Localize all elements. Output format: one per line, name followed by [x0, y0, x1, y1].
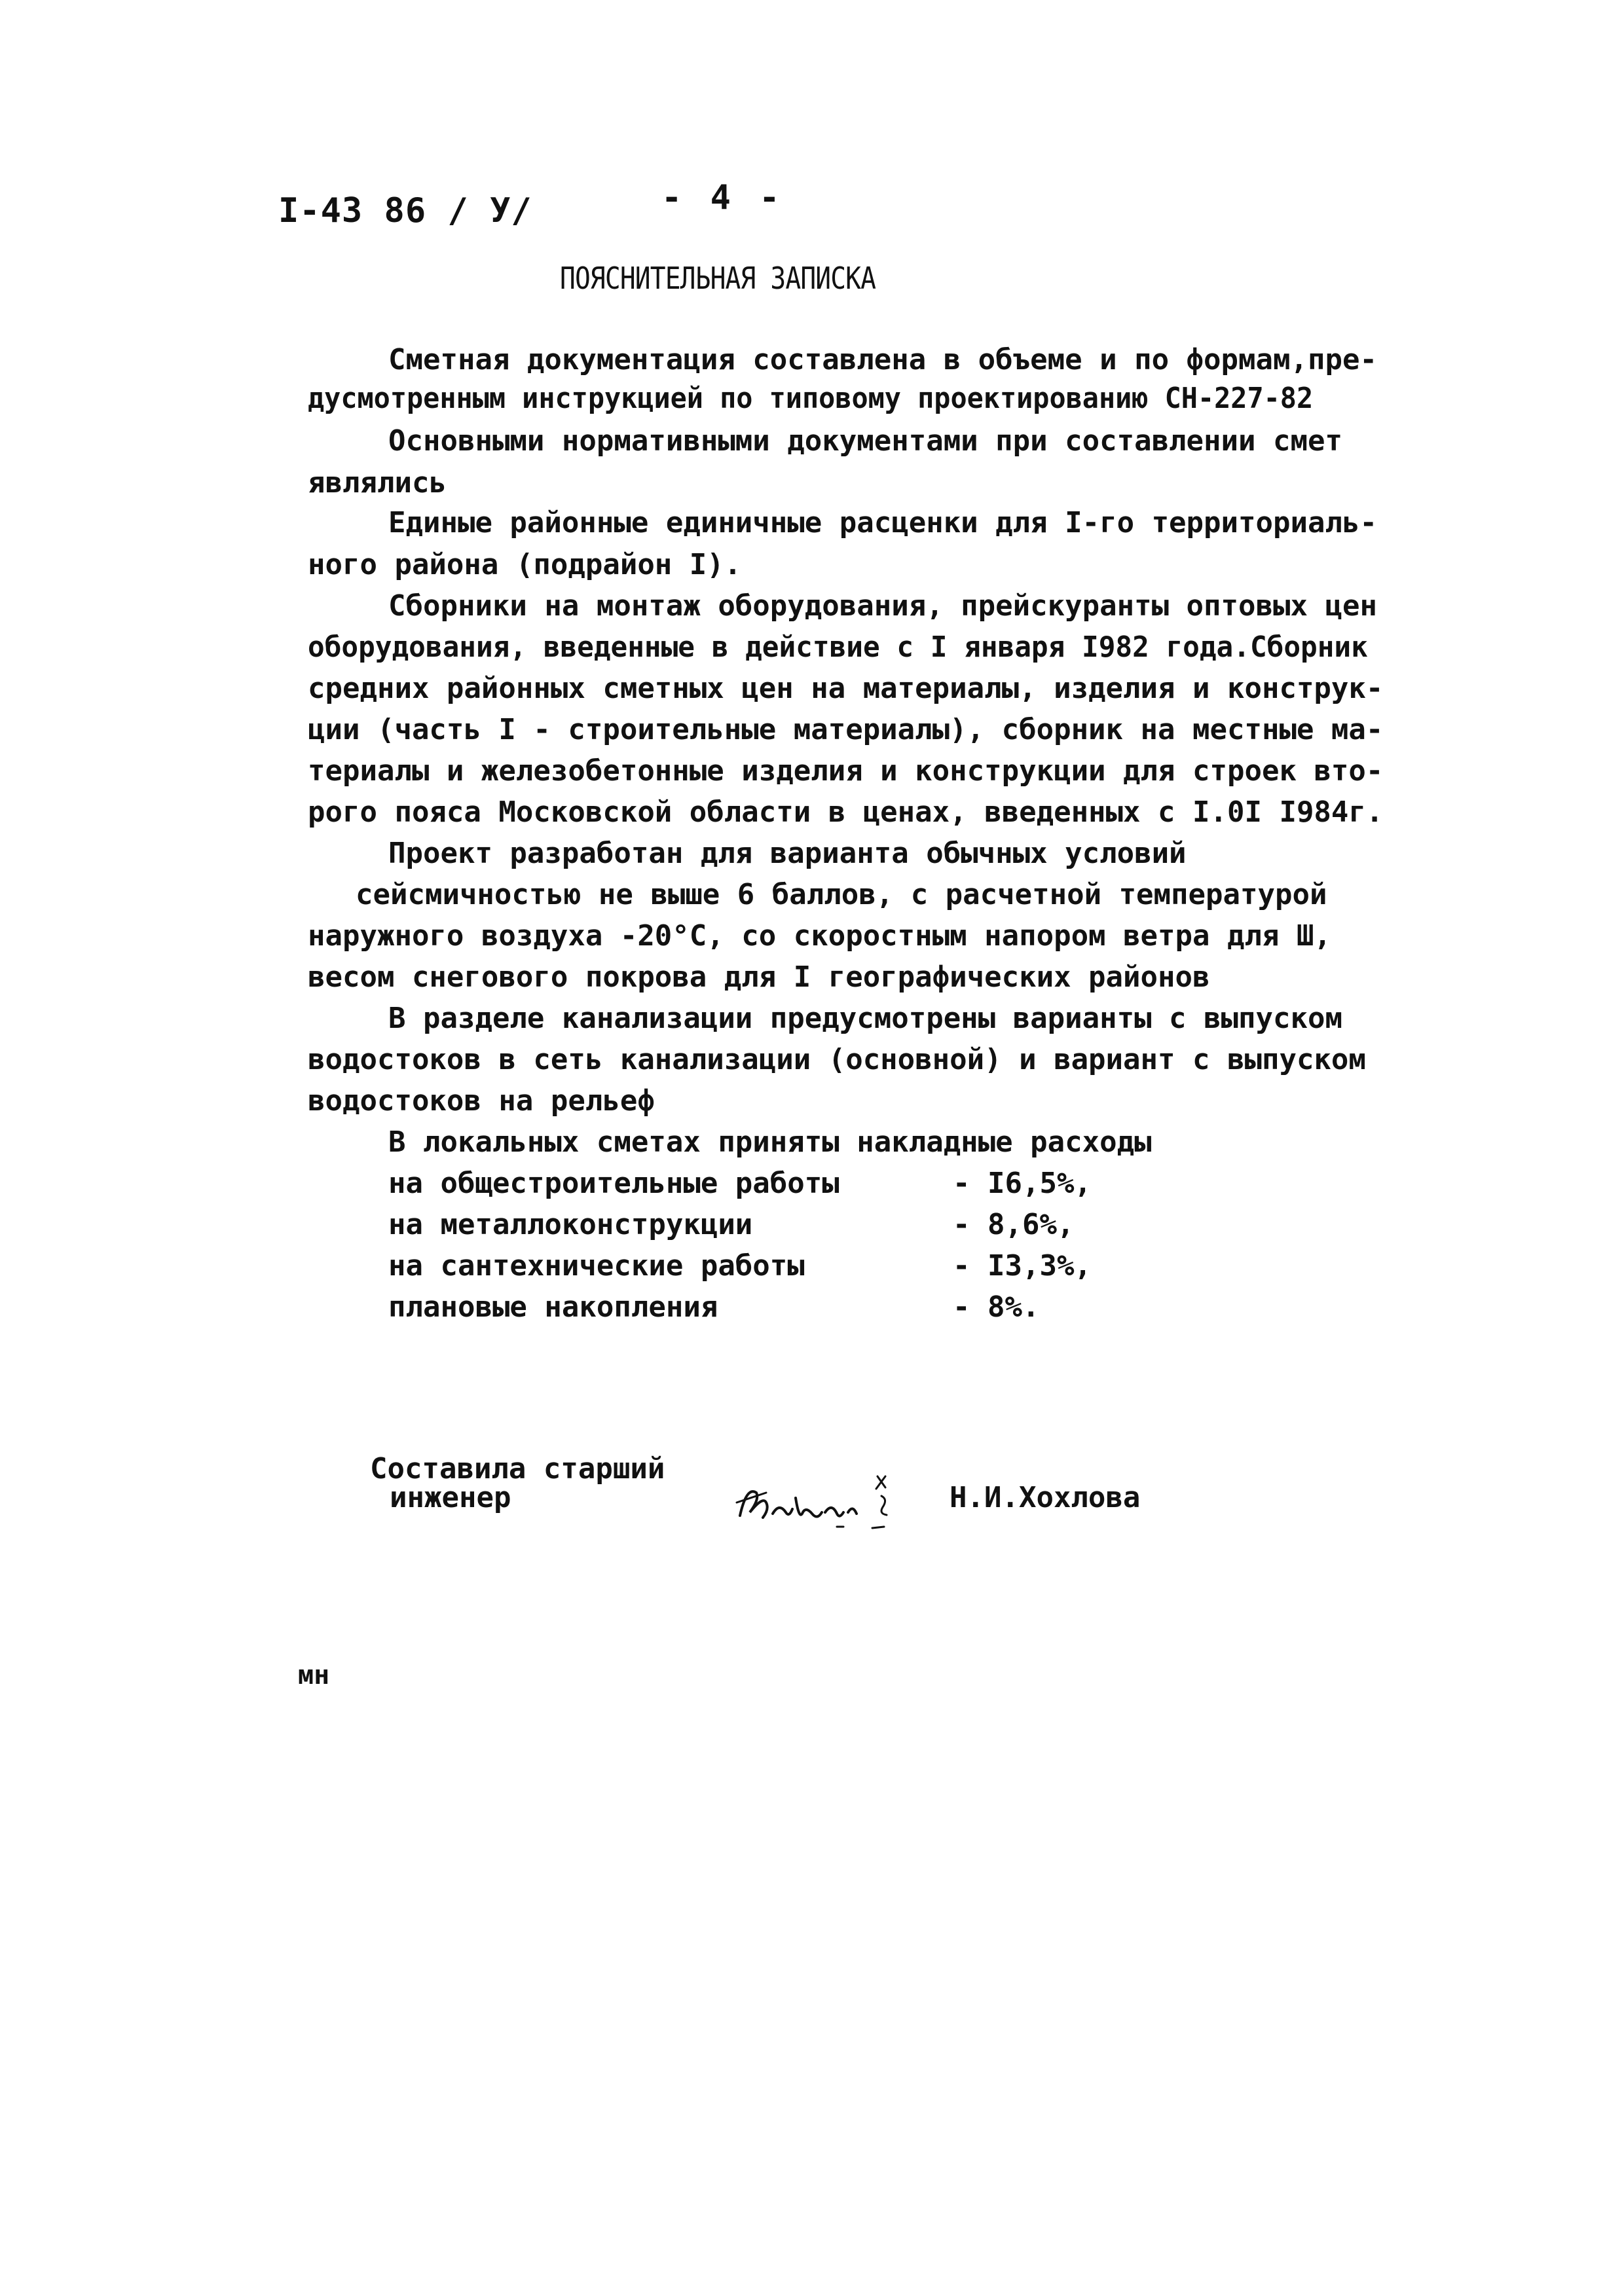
rate-label: на общестроительные работы — [388, 1167, 840, 1200]
body-line: являлись — [308, 466, 447, 500]
body-line: Проект разработан для варианта обычных условий — [388, 837, 1187, 870]
page-title: ПОЯСНИТЕЛЬНАЯ ЗАПИСКА — [560, 261, 876, 296]
rate-value: - I6,5%, — [953, 1167, 1092, 1200]
body-line: Сборники на монтаж оборудования, прейскуранты оптовых цен — [388, 589, 1377, 623]
body-line: весом снегового покрова для I географических районов — [308, 960, 1210, 994]
body-line: наружного воздуха -20°С, со скоростным напором ветра для Ш, — [308, 919, 1331, 953]
body-line: Основными нормативными документами при составлении смет — [388, 424, 1342, 458]
rate-value: - 8%. — [953, 1290, 1040, 1324]
body-line: средних районных сметных цен на материалы, изделия и конструк- — [308, 672, 1384, 705]
body-line: Сметная документация составлена в объеме и по формам,пре- — [388, 343, 1377, 376]
signature-role-line1: Составила старший — [370, 1452, 665, 1485]
body-line: оборудования, введенные в действие с I января I982 года.Сборник — [308, 630, 1368, 664]
body-line: рого пояса Московской области в ценах, введенных с I.0I I984г. — [308, 795, 1384, 829]
body-line: водостоков на рельеф — [308, 1084, 655, 1118]
signer-name: Н.И.Хохлова — [950, 1481, 1141, 1514]
signature-role-line2: инженер — [390, 1481, 511, 1514]
body-line: ного района (подрайон I). — [308, 548, 742, 581]
rate-label: на металлоконструкции — [388, 1208, 753, 1241]
body-line: дусмотренным инструкцией по типовому проектированию СН-227-82 — [308, 382, 1314, 415]
body-line: Единые районные единичные расценки для I-го территориаль- — [388, 506, 1377, 539]
page-number: - 4 - — [661, 178, 784, 217]
handwritten-signature — [727, 1467, 910, 1539]
rate-label: плановые накопления — [388, 1290, 718, 1324]
body-line: ции (часть I - строительные материалы), сборник на местные ма- — [308, 713, 1384, 746]
body-line: сейсмичностью не выше 6 баллов, с расчетной температурой — [356, 878, 1327, 911]
rate-value: - I3,3%, — [953, 1249, 1092, 1283]
signature-role — [370, 1452, 665, 1514]
body-line: водостоков в сеть канализации (основной) и вариант с выпуском — [308, 1043, 1366, 1076]
body-line: териалы и железобетонные изделия и конструкции для строек вто- — [308, 754, 1384, 788]
body-line: В разделе канализации предусмотрены варианты с выпуском — [388, 1002, 1342, 1035]
typist-initials: мн — [298, 1660, 330, 1690]
body-line: В локальных сметах приняты накладные расходы — [388, 1125, 1152, 1159]
rate-label: на сантехнические работы — [388, 1249, 805, 1283]
document-code: I-43 86 / У/ — [278, 191, 532, 230]
rate-value: - 8,6%, — [953, 1208, 1075, 1241]
